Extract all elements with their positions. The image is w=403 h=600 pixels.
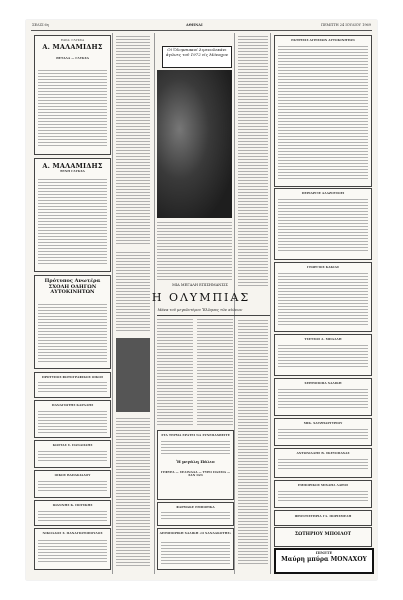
header-rule	[31, 30, 372, 31]
ad-boilot	[274, 527, 372, 547]
ad-title: ΠΑΝΑΓΙΩΤΗΣ ΚΑΡΑΛΗΣ	[51, 403, 94, 407]
ad-kicker: ΠΙΝΕΤΕ	[315, 551, 333, 555]
ad-title: ΑΝΤΩΝΙΑΔΗΣ Β. ΣΚΕΥΟΠΑΧΑΣ	[296, 451, 350, 455]
ad-title: ΜΙΚ. ΧΑΤΖΗΑΡΓΥΡΙΟΥ	[303, 421, 343, 425]
ad-title: ΣΩΤΗΡΙΟΥ ΜΠΟΙΛΟΤ	[294, 532, 352, 537]
headline-subtitle: Μάνα τοῦ μεγαλυτέρου Ἕλληνας τῶν αἰώνων	[157, 308, 243, 312]
ad-title: ΦΡΟΝΤΙΣΤΗΡΙΑ ΓΛ. ΠΟΡΙΣΜΕΛΗ	[294, 514, 352, 518]
ad-pouskis	[34, 500, 111, 526]
ad-laros	[274, 480, 372, 508]
ad-title: ΠΡΟΤΥΠΟΣ ΦΩΤΟΓΡΑΦΙΚΟΣ ΟΙΚΟΣ	[41, 375, 104, 379]
ad-text-body	[278, 389, 368, 409]
ad-subtitle: ΞΕΝΗ ΓΛΥΚΣΑ	[60, 169, 85, 173]
notice-title: ΣΤΑ ΤΕΡΜΑ ΕΡΑΤΕΙ ΝΑ ΣΥΝΕΠΑΧΘΕΙΤΕ	[161, 433, 230, 437]
article-text	[157, 222, 232, 280]
classified-listings	[116, 36, 150, 246]
ad-text-body	[278, 491, 368, 501]
ad-munich-beer	[274, 548, 374, 574]
article-text	[238, 36, 268, 286]
ad-title: ΠΕΡΙΑΡΓΙΕ ΑΛΑΖΟΥΣΟΕΙ	[301, 191, 345, 195]
ad-chatziargyriou	[274, 418, 372, 446]
paper-name: ΑΘΗΝΑΙ	[186, 23, 203, 27]
ad-location: ΕΔΡΑ: ΓΛΥΚΣΑ	[60, 38, 85, 42]
ad-title: ΕΚΤΡΕΣΙΣ ΑΓΡΙΣΣΩΝ ΑΥΤΟΚΙΝΗΤΩΝ	[291, 38, 355, 42]
ad-photo-house	[34, 372, 111, 398]
ad-panaiidis	[34, 440, 111, 468]
ad-kakias	[274, 262, 372, 332]
ad-route: ΘΕΤΑΛΑ — ΓΛΥΚΣΑ	[56, 56, 89, 61]
ad-panagiotopoulos	[34, 528, 111, 570]
article-text	[116, 418, 150, 566]
newspaper-page	[26, 20, 377, 580]
ad-text-body	[38, 481, 107, 493]
headline-rule	[157, 315, 270, 316]
notice-text	[161, 441, 230, 455]
ad-antoniadis	[274, 448, 372, 478]
ad-text-body	[278, 429, 368, 439]
issue-date: ΠΕΜΠΤΗ 24 ΙΟΥΛΙΟΥ 1969	[321, 23, 371, 27]
ad-title: ΕΜΠΟΡΙΚΟΣ ΜΙΧΑΗΛ ΛΑΡΟΣ	[297, 483, 349, 487]
notice-highlight: Ἡ μεγάλη Πάλιο	[176, 459, 215, 464]
ad-airline	[157, 528, 234, 570]
ad-car-hire	[274, 35, 372, 187]
ad-malamidis-1	[34, 35, 111, 155]
ad-title: ΧΕΡΡΟΠΟΙΙΑ ΧΑΛΙΚΗ	[304, 381, 342, 385]
ad-text-body	[38, 511, 107, 521]
ad-malamidis-2	[34, 158, 111, 272]
ad-name: Α. ΜΑΛΑΜΙΔΗΣ	[42, 43, 103, 52]
ad-text-body	[38, 451, 107, 463]
article-text	[197, 319, 233, 427]
ad-title: ΤΣΕΤΣΟΣ Δ. ΜΠΑΛΛΗ	[304, 337, 342, 341]
ad-driving-school	[34, 275, 111, 369]
ad-text-body	[38, 70, 107, 148]
ad-title: Πρότυπος Ανωτέρα ΣΧΟΛΗ ΟΔΗΓΩΝ ΑΥΤΟΚΙΝΗΤΩΝ	[44, 278, 101, 296]
ad-title: ΦΑΡΜΑΚΕ ΕΜΠΟΡΙΚΑ	[176, 505, 215, 509]
ad-text-body	[38, 179, 107, 265]
ad-title: ΟΙΚΟΣ ΒΑΠΑΚΙΑΔΟΥ	[54, 473, 91, 477]
ad-name: Α. ΜΑΛΑΜΙΔΗΣ	[42, 162, 103, 170]
ad-text-body	[278, 199, 368, 253]
ad-karalis	[34, 400, 111, 438]
ad-text-body	[38, 382, 107, 393]
ad-vapakiadou	[34, 470, 111, 498]
ad-title: ΚΩΣΤΑΣ Σ. ΠΑΝΑΙΙΔΗΣ	[52, 443, 93, 447]
portrait-photo	[116, 338, 150, 412]
main-headline: Η ΟΛΥΜΠΙΑΣ	[151, 291, 251, 304]
ad-text-body	[38, 304, 107, 362]
ad-balli	[274, 334, 372, 376]
notice-routes: ΓΕΦΥΡΑ — ΣΕΛΙΝΑΔΑ — ΤΥΡΟ ΠΑΣΣΙΑ — ΣΑΝ ΙΑΝ	[160, 470, 231, 478]
ad-text-body	[278, 345, 368, 369]
ad-text-body	[38, 540, 107, 564]
ad-title: Μαύρη μπύρα ΜΟΝΑΧΟΥ	[281, 556, 367, 564]
ad-text-body	[278, 46, 368, 180]
article-text	[157, 319, 193, 427]
olympic-venue-photo	[157, 70, 232, 218]
ad-title: ΑΕΡΟΠΟΡΙΚΗ ΧΑΛΙΚΗ «Ο ΧΑΝΔΑΚΟΤΗΣ»	[159, 531, 232, 535]
ad-frontistiria	[274, 510, 372, 526]
article-text	[238, 320, 268, 566]
ad-text-body	[161, 512, 230, 521]
ad-cherropoiia	[274, 378, 372, 416]
page-label: ΣΕΛΙΣ 6η	[32, 23, 49, 27]
ad-title: ΙΩΑΝΝΗΣ Κ. ΠΟΥΣΚΗΣ	[52, 503, 93, 507]
ad-periargie	[274, 188, 372, 260]
ad-title: ΓΕΩΡΓΙΟΣ ΚΑΚΙΑΣ	[306, 265, 340, 269]
ad-text-body	[38, 411, 107, 433]
ad-pharmacy	[157, 502, 234, 526]
ad-text-body	[161, 542, 230, 564]
headline-kicker: ΜΙΑ ΜΕΓΑΛΗ ΕΠΙΣΗΜΑΝΣΙΣ	[172, 283, 228, 287]
center-notice-box	[157, 430, 234, 500]
ad-title: ΝΙΚΟΛΑΟΣ Σ. ΠΑΝΑΓΙΩΤΟΠΟΥΛΟΣ	[42, 531, 103, 535]
ad-text-body	[278, 273, 368, 325]
ad-text-body	[278, 459, 368, 471]
photo-caption: Οί Ὀλυμπιακοί λιμενολεκάνι ἀγῶνες τοῦ 1972 εἰς Μόναχον	[162, 46, 232, 68]
